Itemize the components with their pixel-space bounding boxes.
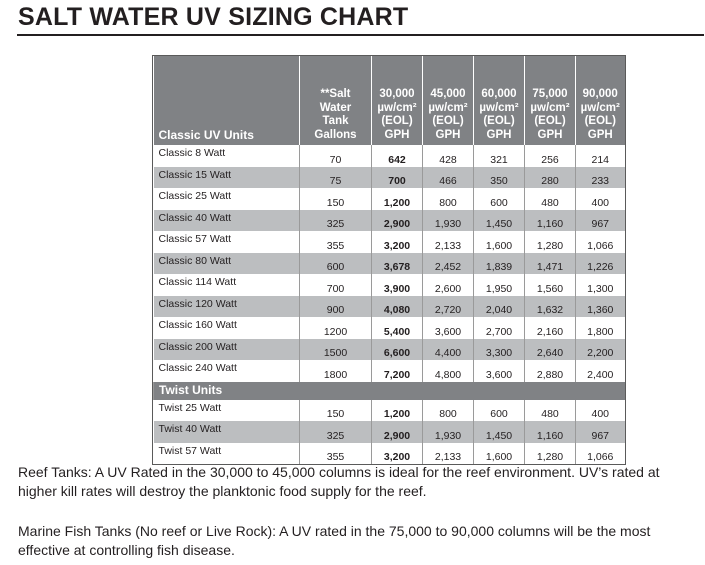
- gph-cell: 280: [525, 167, 576, 189]
- gph-cell: 1,450: [474, 210, 525, 232]
- gph-cell: 1,160: [525, 210, 576, 232]
- table-header-row: [154, 56, 625, 145]
- gph-cell: 1,560: [525, 274, 576, 296]
- header-line: **Salt: [320, 88, 351, 100]
- unit-name-cell: Classic 57 Watt: [158, 233, 232, 245]
- uv-sizing-table-container: [152, 55, 626, 465]
- gph-90000-header: [576, 56, 625, 145]
- table-row: [154, 231, 625, 253]
- gph-cell: 1,200: [372, 400, 423, 422]
- unit-name-cell: Classic 25 Watt: [158, 190, 232, 202]
- tank-gallons-cell: 325: [300, 210, 372, 232]
- table-row: [154, 210, 625, 232]
- gph-cell: 3,300: [474, 339, 525, 361]
- table-row: [154, 296, 625, 318]
- header-line: µw/cm²: [530, 101, 570, 114]
- gph-cell: 1,200: [372, 188, 423, 210]
- gph-cell: 600: [474, 188, 525, 210]
- tank-gallons-cell: 150: [300, 400, 372, 422]
- table-row: [154, 274, 625, 296]
- gph-cell: 3,200: [372, 443, 423, 465]
- gph-cell: 1,160: [525, 421, 576, 443]
- gph-cell: 2,452: [423, 253, 474, 275]
- gph-cell: 4,400: [423, 339, 474, 361]
- table-row: [154, 317, 625, 339]
- header-line: µw/cm²: [428, 101, 468, 114]
- header-line: 30,000: [379, 88, 415, 100]
- unit-name-cell: Twist 40 Watt: [154, 421, 300, 443]
- table-row: [154, 145, 625, 167]
- table-row: [154, 188, 625, 210]
- unit-name-cell: Classic 240 Watt: [158, 362, 237, 374]
- unit-name-cell: Classic 200 Watt: [154, 339, 300, 361]
- tank-gallons-header: [300, 56, 372, 145]
- title-divider: [17, 34, 704, 36]
- gph-cell: 800: [423, 188, 474, 210]
- unit-name-cell: Classic 120 Watt: [154, 296, 300, 318]
- unit-name-cell: Classic 40 Watt: [154, 210, 300, 232]
- tank-gallons-cell: 1200: [300, 317, 372, 339]
- gph-cell: 1,632: [525, 296, 576, 318]
- reef-tanks-note: Reef Tanks: A UV Rated in the 30,000 to 45,000 columns is ideal for the reef environment. UV’s rated at higher kill rates will destroy the planktonic food supply for the reef.: [18, 464, 660, 499]
- header-line: GPH: [587, 128, 613, 141]
- gph-30000-header: [372, 56, 423, 145]
- gph-cell: 3,678: [372, 253, 423, 275]
- tank-gallons-cell: 150: [300, 188, 372, 210]
- gph-cell: 800: [423, 400, 474, 422]
- header-line: (EOL): [483, 115, 515, 127]
- tank-gallons-cell: 325: [300, 421, 372, 443]
- gph-cell: 1,280: [525, 443, 576, 465]
- gph-cell: 233: [576, 167, 625, 189]
- gph-cell: 2,400: [576, 360, 625, 382]
- header-line: Tank: [322, 115, 349, 127]
- gph-cell: 2,133: [423, 231, 474, 253]
- gph-cell: 600: [474, 400, 525, 422]
- gph-cell: 480: [525, 400, 576, 422]
- units-column-header: Classic UV Units: [154, 56, 300, 145]
- gph-cell: 4,800: [423, 360, 474, 382]
- gph-cell: 3,200: [372, 231, 423, 253]
- gph-45000-header: [423, 56, 474, 145]
- gph-75000-header: [525, 56, 576, 145]
- gph-cell: 2,900: [372, 210, 423, 232]
- gph-cell: 967: [576, 421, 625, 443]
- header-line: GPH: [486, 128, 512, 141]
- header-line: GPH: [384, 128, 410, 141]
- gph-cell: 2,200: [576, 339, 625, 361]
- gph-cell: 2,040: [474, 296, 525, 318]
- tank-gallons-cell: 75: [300, 167, 372, 189]
- table-row: [154, 400, 625, 422]
- gph-cell: 2,880: [525, 360, 576, 382]
- gph-cell: 2,160: [525, 317, 576, 339]
- unit-name-cell: Classic 114 Watt: [158, 276, 237, 288]
- unit-name-cell: Classic 8 Watt: [158, 147, 226, 159]
- gph-cell: 1,360: [576, 296, 625, 318]
- tank-gallons-cell: 355: [300, 443, 372, 465]
- gph-cell: 642: [372, 145, 423, 167]
- gph-cell: 7,200: [372, 360, 423, 382]
- gph-cell: 1,950: [474, 274, 525, 296]
- gph-cell: 2,720: [423, 296, 474, 318]
- header-line: 90,000: [582, 88, 618, 100]
- table-row: [154, 339, 625, 361]
- header-line: µw/cm²: [479, 101, 519, 114]
- gph-cell: 1,600: [474, 231, 525, 253]
- tank-gallons-cell: 600: [300, 253, 372, 275]
- tank-gallons-cell: 1500: [300, 339, 372, 361]
- unit-name-cell: Twist 25 Watt: [158, 401, 222, 414]
- tank-gallons-cell: 900: [300, 296, 372, 318]
- page-title: SALT WATER UV SIZING CHART: [18, 3, 409, 31]
- header-line: (EOL): [432, 115, 464, 127]
- unit-name-cell: Classic 80 Watt: [154, 253, 300, 275]
- gph-cell: 400: [576, 188, 625, 210]
- gph-cell: 5,400: [372, 317, 423, 339]
- gph-cell: 3,900: [372, 274, 423, 296]
- twist-units-heading: Twist Units: [154, 382, 625, 400]
- gph-cell: 1,226: [576, 253, 625, 275]
- gph-cell: 3,600: [474, 360, 525, 382]
- gph-60000-header: [474, 56, 525, 145]
- header-line: µw/cm²: [580, 101, 620, 114]
- gph-cell: 2,640: [525, 339, 576, 361]
- gph-cell: 1,930: [423, 210, 474, 232]
- gph-cell: 2,900: [372, 421, 423, 443]
- header-line: 75,000: [532, 88, 568, 100]
- marine-fish-tanks-note: Marine Fish Tanks (No reef or Live Rock): A UV rated in the 75,000 to 90,000 columns will be the most effective at controlling fish disease.: [18, 523, 651, 558]
- gph-cell: 480: [525, 188, 576, 210]
- unit-name-cell: Classic 160 Watt: [158, 319, 237, 331]
- gph-cell: 1,300: [576, 274, 625, 296]
- gph-cell: 214: [576, 145, 625, 167]
- gph-cell: 2,133: [423, 443, 474, 465]
- gph-cell: 700: [372, 167, 423, 189]
- header-line: GPH: [435, 128, 461, 141]
- table-row: [154, 253, 625, 275]
- gph-cell: 4,080: [372, 296, 423, 318]
- table-body: [154, 145, 625, 464]
- twist-units-section-row: [154, 382, 625, 400]
- header-line: 60,000: [481, 88, 517, 100]
- header-line: 45,000: [430, 88, 466, 100]
- gph-cell: 1,280: [525, 231, 576, 253]
- header-line: (EOL): [381, 115, 413, 127]
- tank-gallons-cell: 1800: [300, 360, 372, 382]
- gph-cell: 1,600: [474, 443, 525, 465]
- gph-cell: 1,450: [474, 421, 525, 443]
- gph-cell: 466: [423, 167, 474, 189]
- gph-cell: 321: [474, 145, 525, 167]
- gph-cell: 1,066: [576, 443, 625, 465]
- table-row: [154, 443, 625, 465]
- gph-cell: 1,471: [525, 253, 576, 275]
- header-line: GPH: [537, 128, 563, 141]
- gph-cell: 2,700: [474, 317, 525, 339]
- gph-cell: 1,839: [474, 253, 525, 275]
- gph-cell: 1,066: [576, 231, 625, 253]
- gph-cell: 3,600: [423, 317, 474, 339]
- tank-gallons-cell: 355: [300, 231, 372, 253]
- gph-cell: 6,600: [372, 339, 423, 361]
- gph-cell: 1,930: [423, 421, 474, 443]
- unit-name-cell: Twist 57 Watt: [158, 444, 222, 457]
- header-line: (EOL): [534, 115, 566, 127]
- table-row: [154, 360, 625, 382]
- tank-gallons-cell: 70: [300, 145, 372, 167]
- gph-cell: 1,800: [576, 317, 625, 339]
- header-line: (EOL): [584, 115, 616, 127]
- table-row: [154, 167, 625, 189]
- gph-cell: 350: [474, 167, 525, 189]
- header-line: Water: [319, 101, 352, 114]
- tank-gallons-cell: 700: [300, 274, 372, 296]
- header-line: Gallons: [314, 128, 357, 141]
- uv-sizing-table: [153, 56, 625, 464]
- gph-cell: 967: [576, 210, 625, 232]
- gph-cell: 400: [576, 400, 625, 422]
- table-row: [154, 421, 625, 443]
- header-line: µw/cm²: [377, 101, 417, 114]
- gph-cell: 256: [525, 145, 576, 167]
- unit-name-cell: Classic 15 Watt: [154, 167, 300, 189]
- gph-cell: 428: [423, 145, 474, 167]
- gph-cell: 2,600: [423, 274, 474, 296]
